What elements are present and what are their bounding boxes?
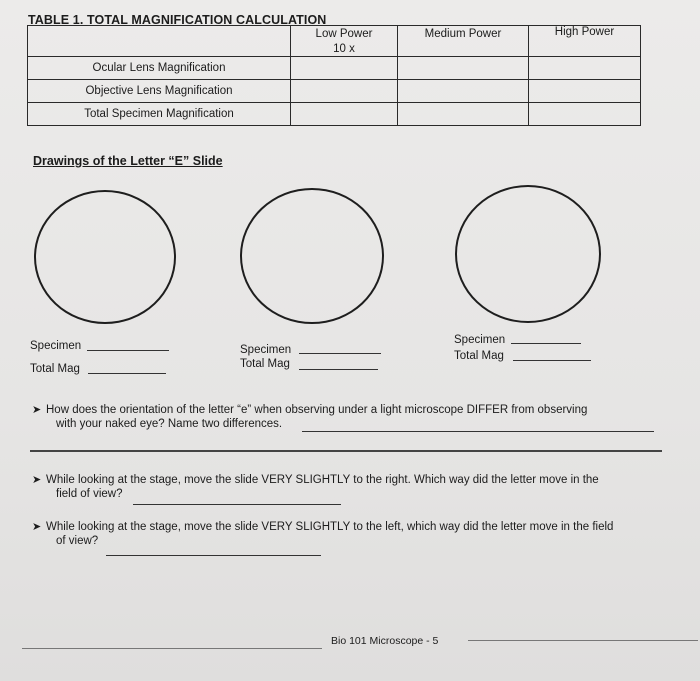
footer-line-right (468, 640, 698, 641)
header-low-power (291, 26, 398, 57)
total-mag-line-3[interactable] (513, 360, 591, 361)
table-header-row (28, 26, 641, 57)
row-label-ocular: Ocular Lens Magnification (28, 57, 291, 80)
table-title: TABLE 1. TOTAL MAGNIFICATION CALCULATION (28, 13, 327, 27)
table-row (28, 57, 641, 80)
footer-line-left (22, 648, 322, 649)
cell-total-low[interactable] (291, 103, 398, 126)
cell-ocular-medium[interactable] (398, 57, 529, 80)
question-3-line2: of view? (56, 535, 99, 547)
total-mag-line-2[interactable] (299, 369, 378, 370)
total-mag-label-3: Total Mag (454, 350, 504, 362)
drawing-circle-low[interactable] (34, 190, 176, 324)
arrow-bullet-icon: ➤ (32, 521, 42, 533)
arrow-bullet-icon: ➤ (32, 404, 42, 416)
arrow-bullet-icon: ➤ (32, 474, 42, 486)
low-power-value: 10 x (333, 43, 355, 55)
cell-ocular-low[interactable] (291, 57, 398, 80)
specimen-label-3: Specimen (454, 334, 506, 346)
question-1 (32, 403, 672, 431)
answer-line-2[interactable] (133, 504, 341, 505)
cell-ocular-high[interactable] (529, 57, 641, 80)
cell-total-high[interactable] (529, 103, 641, 126)
drawing-circle-high[interactable] (455, 185, 601, 323)
cell-objective-medium[interactable] (398, 80, 529, 103)
table-corner-cell (28, 26, 291, 57)
answer-line-1b[interactable] (30, 450, 662, 452)
row-label-total: Total Specimen Magnification (28, 103, 291, 126)
header-high-power (529, 26, 641, 57)
specimen-line-1[interactable] (87, 350, 169, 351)
answer-line-3[interactable] (106, 555, 321, 556)
question-3-line1: While looking at the stage, move the slide VERY SLIGHTLY to the left, which way did the letter move in the field (46, 521, 614, 533)
total-mag-line-1[interactable] (88, 373, 166, 374)
header-high-power-label: High Power (554, 26, 615, 38)
total-mag-label-2: Total Mag (240, 358, 290, 370)
question-1-line2: with your naked eye? Name two differences. (56, 418, 283, 430)
cell-objective-low[interactable] (291, 80, 398, 103)
question-3 (32, 520, 672, 548)
table-row (28, 80, 641, 103)
total-mag-label-1: Total Mag (30, 363, 80, 375)
cell-objective-high[interactable] (529, 80, 641, 103)
row-label-objective: Objective Lens Magnification (28, 80, 291, 103)
answer-line-1a[interactable] (302, 431, 654, 432)
header-medium-power-label: Medium Power (424, 28, 502, 40)
specimen-label-1: Specimen (30, 340, 82, 352)
question-2-line1: While looking at the stage, move the slide VERY SLIGHTLY to the right. Which way did the letter move in the (46, 474, 599, 486)
drawing-circle-medium[interactable] (240, 188, 384, 324)
question-1-line1: How does the orientation of the letter “e” when observing under a light microscope DIFFER from observing (46, 404, 588, 416)
header-medium-power (398, 26, 529, 57)
cell-total-medium[interactable] (398, 103, 529, 126)
magnification-table (27, 25, 641, 126)
specimen-label-2: Specimen (240, 344, 292, 356)
question-2-line2: field of view? (56, 488, 123, 500)
header-low-power-label: Low Power (315, 28, 373, 40)
specimen-line-2[interactable] (299, 353, 381, 354)
question-2 (32, 473, 672, 501)
table-row (28, 103, 641, 126)
specimen-line-3[interactable] (511, 343, 581, 344)
drawings-title: Drawings of the Letter “E” Slide (33, 154, 223, 168)
page-footer: Bio 101 Microscope - 5 (331, 635, 439, 647)
